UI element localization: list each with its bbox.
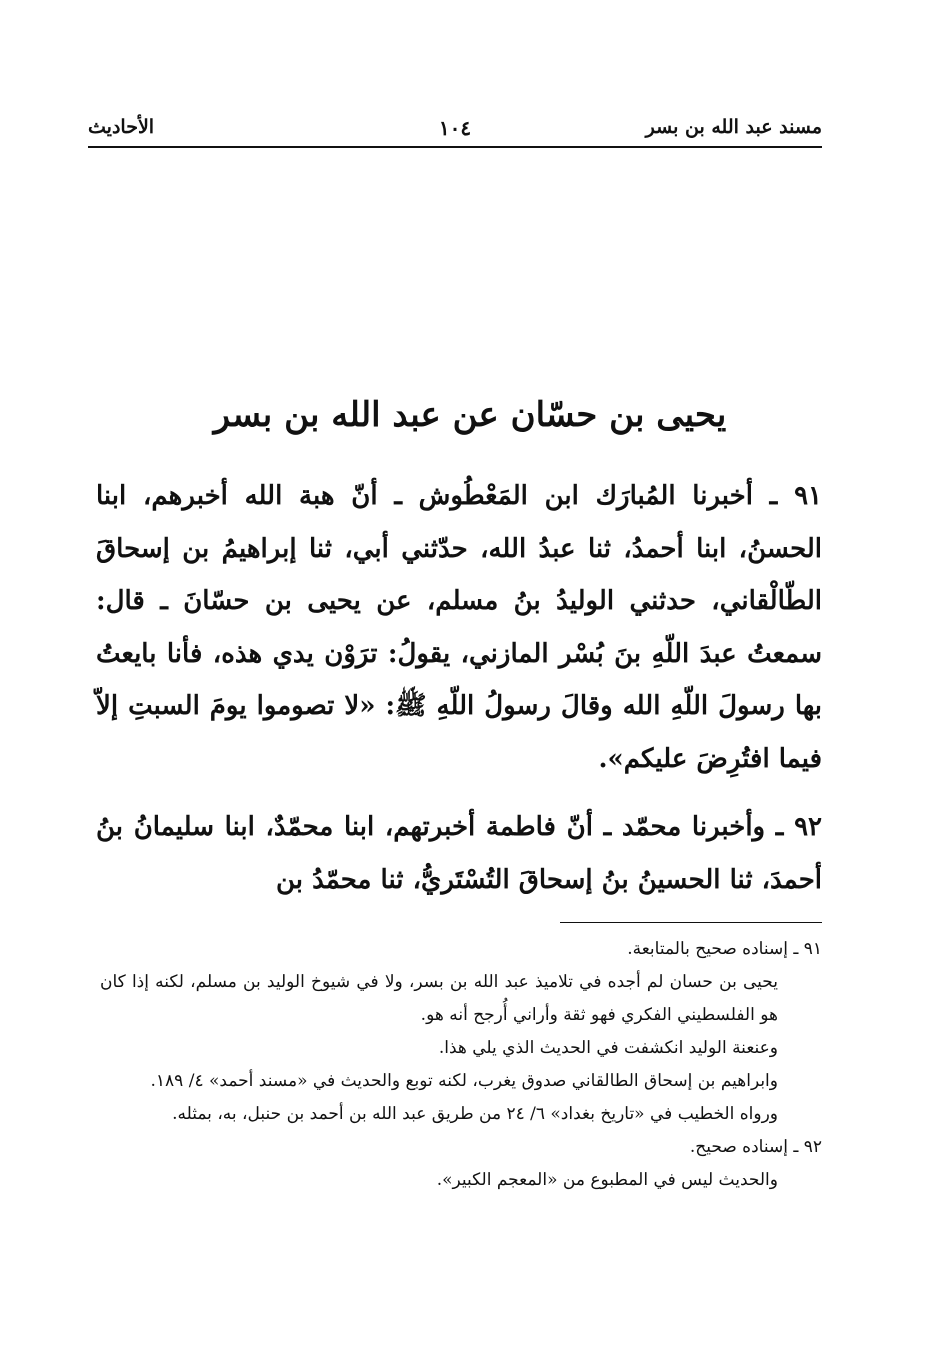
section-title: يحيى بن حسّان عن عبد الله بن بسر (213, 395, 727, 435)
header-book-title: مسند عبد الله بن بسر (645, 116, 822, 138)
page-number: ١٠٤ (438, 116, 472, 140)
hadith-paragraph-91 (96, 470, 822, 785)
hadith-number: ٩١ (794, 481, 822, 511)
footnote-line: والحديث ليس في المطبوع من «المعجم الكبير». (436, 1170, 778, 1190)
hadith-text: ـ أخبرنا المُبارَك ابن المَعْطُوش ـ أنّ هبة الله أخبرهم، ابنا الحسنُ، ابنا أحمدُ، ثنا عبدُ الله، حدّثني أبي، ثنا إبراهيمُ بن إسحاقَ الطّالْقاني، حدثني الوليدُ بنُ مسلم، عن يحيى بن حسّانَ ـ قال: سمعتُ عبدَ اللّهِ بنَ بُسْر المازني، يقولُ: ترَوْن يدي هذه، فأنا بايعتُ بها رسولَ اللّهِ الله وقالَ رسولُ اللّهِ ﷺ: «لا تصوموا يومَ السبتِ إلاّ فيما افتُرِضَ عليكم». (96, 481, 822, 774)
footnote-line: ورواه الخطيب في «تاريخ بغداد» ٦/ ٢٤ من طريق عبد الله بن أحمد بن حنبل، به، بمثله. (172, 1104, 778, 1124)
header-divider (88, 146, 822, 148)
hadith-text: ـ وأخبرنا محمّد ـ أنّ فاطمة أخبرتهم، ابنا محمّدٌ، ابنا سليمانُ بنُ أحمدَ، ثنا الحسينُ بنُ إسحاقَ التُسْتَريُّ، ثنا محمّدُ بن (96, 812, 822, 895)
footnote-heading: ٩٢ ـ إسناده صحيح. (689, 1137, 822, 1157)
footnote-line: وابراهيم بن إسحاق الطالقاني صدوق يغرب، لكنه توبع والحديث في «مسند أحمد» ٤/ ١٨٩. (150, 1071, 778, 1091)
footnote-line: وعنعنة الوليد انكشفت في الحديث الذي يلي هذا. (438, 1038, 778, 1058)
footnote-divider (560, 922, 822, 923)
hadith-paragraph-92 (96, 801, 822, 906)
hadith-body (96, 470, 822, 922)
hadith-number: ٩٢ (794, 812, 822, 842)
footnote-line: يحيى بن حسان لم أجده في تلاميذ عبد الله بن بسر، ولا في شيوخ الوليد بن مسلم، لكنه إذا كان هو الفلسطيني الفكري فهو ثقة وأراني أُرجح أنه هو. (100, 972, 778, 1025)
footnote-heading: ٩١ ـ إسناده صحيح بالمتابعة. (627, 939, 822, 959)
header-section-name: الأحاديث (88, 116, 155, 138)
footnotes (100, 933, 822, 1197)
running-header (88, 116, 822, 150)
